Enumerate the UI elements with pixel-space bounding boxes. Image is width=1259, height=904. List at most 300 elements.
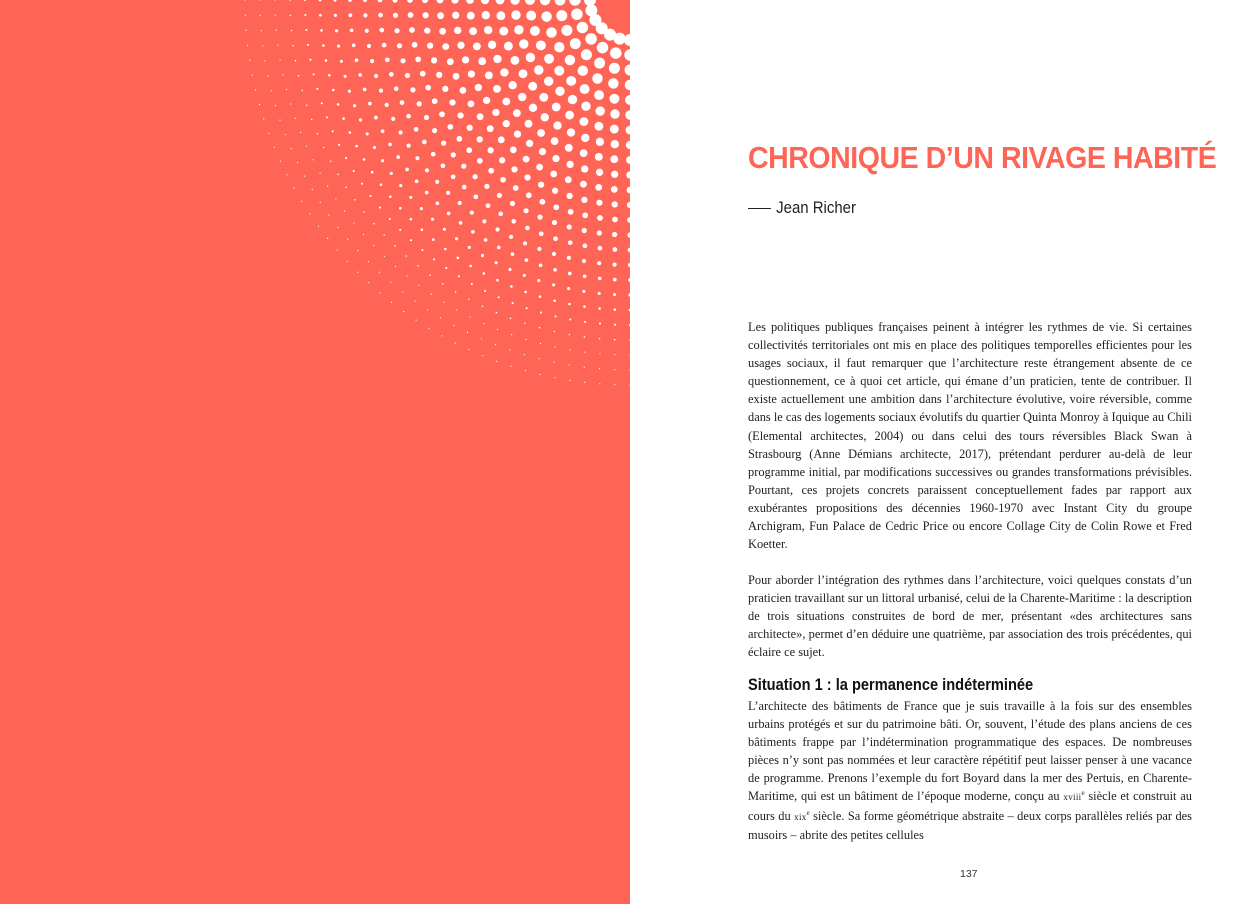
- author-name: Jean Richer: [776, 198, 856, 217]
- halftone-dot: [368, 102, 372, 106]
- halftone-dot: [382, 43, 387, 48]
- halftone-dot: [394, 28, 399, 33]
- halftone-dot: [320, 173, 321, 174]
- halftone-dot: [416, 320, 417, 321]
- halftone-dot: [443, 302, 444, 303]
- halftone-dot: [264, 60, 265, 61]
- halftone-dot: [511, 252, 515, 256]
- halftone-dot: [406, 255, 408, 257]
- halftone-dot: [335, 198, 336, 199]
- halftone-dot: [414, 301, 415, 302]
- halftone-dot: [409, 196, 412, 199]
- halftone-dot: [302, 90, 304, 92]
- halftone-dot: [425, 168, 429, 172]
- halftone-dot: [436, 72, 442, 78]
- halftone-dot: [598, 246, 603, 251]
- halftone-dot: [553, 268, 557, 272]
- halftone-dot: [495, 227, 499, 231]
- halftone-dot: [466, 147, 472, 153]
- halftone-dot: [379, 28, 384, 33]
- halftone-dot: [579, 117, 588, 126]
- halftone-dot: [408, 12, 414, 18]
- halftone-dot: [260, 15, 261, 16]
- halftone-dot: [246, 30, 247, 31]
- halftone-dot: [431, 152, 436, 157]
- halftone-dot: [496, 0, 505, 4]
- halftone-dot: [580, 149, 588, 157]
- halftone-dot: [540, 374, 541, 375]
- halftone-dot: [597, 42, 608, 53]
- halftone-dot: [583, 274, 587, 278]
- halftone-dot: [337, 45, 340, 48]
- halftone-dot: [570, 38, 581, 49]
- halftone-dot: [379, 89, 383, 93]
- article-title: CHRONIQUE D’UN RIVAGE HABITÉ: [748, 140, 1217, 175]
- halftone-dot: [425, 191, 429, 195]
- halftone-dot: [510, 147, 517, 154]
- halftone-dot: [442, 86, 448, 92]
- halftone-dot: [457, 42, 464, 49]
- halftone-dot: [524, 174, 530, 180]
- halftone-dot: [363, 211, 365, 213]
- halftone-dot: [381, 129, 385, 133]
- halftone-dot: [462, 56, 469, 63]
- halftone-dot: [495, 261, 498, 264]
- halftone-dot: [332, 89, 335, 92]
- halftone-dot: [526, 53, 535, 62]
- halftone-dot: [594, 90, 604, 100]
- halftone-dot: [363, 0, 367, 2]
- halftone-dot: [247, 45, 248, 46]
- halftone-dot: [553, 121, 561, 129]
- halftone-dot: [388, 143, 392, 147]
- halftone-dot: [374, 74, 378, 78]
- halftone-dot: [611, 140, 619, 148]
- halftone-dot: [613, 263, 617, 267]
- halftone-dot: [442, 43, 449, 50]
- halftone-dot: [389, 218, 391, 220]
- halftone-dot: [609, 94, 619, 104]
- halftone-dot: [568, 95, 577, 104]
- halftone-dot: [473, 42, 481, 50]
- halftone-dot: [363, 234, 364, 235]
- halftone-dot: [405, 73, 410, 78]
- halftone-dot: [584, 352, 585, 353]
- halftone-dot: [370, 195, 372, 197]
- halftone-dot: [499, 27, 508, 36]
- halftone-dot: [320, 202, 321, 203]
- halftone-dot: [592, 73, 602, 83]
- halftone-dot: [493, 55, 501, 63]
- halftone-dot: [397, 43, 402, 48]
- halftone-dot: [555, 315, 557, 317]
- halftone-dot: [350, 28, 354, 32]
- author-dash: [748, 208, 771, 209]
- halftone-dot: [447, 124, 453, 130]
- halftone-dot: [409, 27, 415, 33]
- halftone-dot: [276, 30, 277, 31]
- halftone-dot: [510, 201, 515, 206]
- halftone-dot: [569, 349, 570, 350]
- halftone-dot: [584, 321, 586, 323]
- halftone-dot: [477, 158, 483, 164]
- halftone-dot: [385, 57, 390, 62]
- halftone-dot: [410, 87, 415, 92]
- halftone-dot: [537, 214, 542, 219]
- halftone-dot: [540, 0, 550, 5]
- halftone-dot: [447, 212, 451, 216]
- halftone-dot: [455, 291, 457, 293]
- halftone-dot: [441, 335, 442, 336]
- halftone-dot: [421, 249, 423, 251]
- halftone-dot: [446, 191, 450, 195]
- halftone-dot: [541, 11, 551, 21]
- halftone-dot: [312, 189, 313, 190]
- halftone-dot: [581, 197, 587, 203]
- halftone-dot: [452, 12, 459, 19]
- halftone-dot: [609, 63, 620, 74]
- section-text-part-2: siècle et construit au cours du: [748, 789, 1192, 823]
- halftone-dot: [554, 66, 564, 76]
- halftone-dot: [581, 165, 588, 172]
- halftone-dot: [525, 226, 530, 231]
- halftone-dot: [569, 334, 571, 336]
- halftone-dot: [487, 147, 493, 153]
- halftone-dot: [432, 98, 438, 104]
- halftone-dot: [613, 278, 617, 282]
- halftone-dot: [503, 120, 510, 127]
- halftone-dot: [523, 156, 530, 163]
- halftone-dot: [481, 0, 489, 4]
- halftone-dot: [612, 217, 618, 223]
- halftone-dot: [565, 111, 574, 120]
- halftone-dot: [539, 263, 543, 267]
- halftone-dot: [585, 33, 596, 44]
- halftone-dot: [440, 317, 441, 318]
- halftone-dot: [347, 239, 348, 240]
- halftone-dot: [511, 10, 520, 19]
- halftone-dot: [555, 87, 564, 96]
- halftone-dot: [569, 380, 570, 381]
- halftone-dot: [394, 245, 396, 247]
- halftone-dot: [539, 295, 542, 298]
- halftone-dot: [537, 129, 545, 137]
- halftone-dot: [453, 325, 454, 326]
- halftone-dot: [525, 120, 533, 128]
- halftone-dot: [483, 272, 486, 275]
- halftone-dot: [396, 155, 400, 159]
- halftone-dot: [553, 204, 559, 210]
- halftone-dot: [500, 68, 508, 76]
- halftone-dot: [359, 118, 362, 121]
- century-19: xix: [794, 811, 807, 822]
- halftone-dot: [580, 181, 587, 188]
- halftone-dot: [439, 111, 445, 117]
- halftone-dot: [613, 293, 616, 296]
- halftone-dot: [582, 290, 585, 293]
- halftone-dot: [418, 285, 419, 286]
- halftone-dot: [340, 60, 343, 63]
- halftone-dot: [536, 40, 546, 50]
- halftone-dot: [539, 327, 541, 329]
- halftone-dot: [473, 194, 478, 199]
- halftone-dot: [484, 290, 486, 292]
- halftone-dot: [392, 0, 397, 3]
- halftone-dot: [352, 43, 356, 47]
- halftone-dot: [309, 59, 311, 61]
- halftone-dot: [469, 265, 472, 268]
- halftone-dot: [410, 239, 412, 241]
- halftone-dot: [525, 0, 535, 5]
- halftone-dot: [444, 248, 447, 251]
- halftone-dot: [567, 224, 572, 229]
- halftone-dot: [374, 116, 378, 120]
- halftone-dot: [510, 0, 519, 5]
- halftone-dot: [403, 311, 404, 312]
- halftone-dot: [327, 238, 328, 239]
- halftone-dot: [484, 238, 488, 242]
- halftone-dot: [510, 56, 519, 65]
- halftone-dot: [500, 177, 506, 183]
- halftone-dot: [471, 283, 473, 285]
- halftone-dot: [481, 254, 484, 257]
- halftone-dot: [326, 116, 328, 118]
- halftone-dot: [539, 231, 544, 236]
- halftone-dot: [578, 65, 588, 75]
- halftone-dot: [553, 299, 556, 302]
- halftone-dot: [567, 128, 575, 136]
- halftone-dot: [421, 228, 424, 231]
- halftone-dot: [373, 245, 374, 246]
- halftone-dot: [612, 232, 617, 237]
- halftone-dot: [338, 144, 340, 146]
- halftone-dot: [309, 213, 310, 214]
- halftone-dot: [259, 0, 260, 1]
- halftone-dot: [399, 184, 402, 187]
- halftone-dot: [538, 182, 544, 188]
- halftone-dot: [449, 99, 455, 105]
- halftone-dot: [383, 234, 385, 236]
- halftone-dot: [568, 240, 573, 245]
- halftone-dot: [596, 138, 604, 146]
- halftone-dot: [596, 106, 605, 115]
- halftone-dot: [597, 215, 603, 221]
- halftone-dot: [285, 134, 286, 135]
- halftone-dot: [514, 130, 521, 137]
- halftone-dot: [406, 114, 411, 119]
- halftone-dot: [311, 119, 313, 121]
- halftone-dot: [252, 75, 253, 76]
- halftone-dot: [332, 130, 334, 132]
- halftone-dot: [498, 296, 500, 298]
- halftone-dot: [523, 241, 527, 245]
- halftone-dot: [539, 358, 540, 359]
- halftone-dot: [525, 258, 529, 262]
- halftone-dot: [482, 219, 486, 223]
- halftone-dot: [614, 339, 616, 341]
- halftone-dot: [313, 73, 315, 75]
- halftone-dot: [461, 164, 466, 169]
- halftone-dot: [358, 73, 362, 77]
- halftone-dot: [482, 355, 483, 356]
- halftone-dot: [436, 201, 440, 205]
- halftone-dot: [571, 8, 582, 19]
- halftone-dot: [259, 104, 260, 105]
- halftone-dot: [394, 86, 399, 91]
- halftone-dot: [568, 209, 574, 215]
- halftone-dot: [456, 136, 462, 142]
- halftone-dot: [541, 113, 549, 121]
- halftone-dot: [443, 228, 446, 231]
- halftone-dot: [555, 0, 566, 5]
- halftone-dot: [391, 302, 392, 303]
- halftone-dot: [596, 200, 602, 206]
- halftone-dot: [582, 213, 588, 219]
- intro-paragraph-1: Les politiques publiques françaises peinent à intégrer les rythmes de vie. Si certaines collectivités territoriales ont mis en place des politiques temporelles efficientes pour les usages sociaux, il faut remarquer que l’architecture reste étrangement absente de ce questionnement, ce à quoi cet article, qui émane d’un praticien, tente de contribuer. Il existe actuellement une ambition dans l’architecture évolutive, voire réversible, comme dans le cas des logements sociaux évolutifs du quartier Quinta Monroy à Iquique au Chili (Elemental architectes, 2004) ou dans celui des tours réversibles Black Swan à Strasbourg (Anne Démians architecte, 2017), prétendant perdurer au-delà de leur programme initial, par modifications successives ou grandes transformations prévisibles. Pourtant, ces projets concrets paraissent conceptuellement fades par rapport aux exubérantes propositions des décennies 1960-1970 avec Instant City du groupe Archigram, Fun Palace de Cedric Price ou encore Collage City de Colin Rowe et Fred Koetter.: [748, 320, 1192, 552]
- halftone-dot: [611, 186, 618, 193]
- halftone-dot: [454, 27, 461, 34]
- halftone-dot: [363, 158, 366, 161]
- halftone-dot: [595, 184, 602, 191]
- halftone-dot: [523, 208, 528, 213]
- halftone-dot: [568, 272, 572, 276]
- halftone-dot: [483, 323, 484, 324]
- halftone-dot: [581, 134, 589, 142]
- halftone-dot: [581, 49, 592, 60]
- halftone-dot: [455, 237, 458, 240]
- halftone-dot: [337, 174, 339, 176]
- halftone-dot: [469, 27, 477, 35]
- halftone-dot: [552, 155, 559, 162]
- halftone-dot: [565, 55, 575, 65]
- halftone-dot: [317, 133, 319, 135]
- halftone-dot: [279, 120, 280, 121]
- halftone-dot: [468, 349, 469, 350]
- halftone-dot: [540, 199, 546, 205]
- halftone-dot: [519, 69, 528, 78]
- halftone-dot: [582, 259, 586, 263]
- halftone-dot: [432, 128, 437, 133]
- halftone-dot: [504, 42, 513, 51]
- halftone-dot: [553, 236, 558, 241]
- halftone-dot: [321, 102, 323, 104]
- century-19-suffix: e: [806, 808, 810, 817]
- halftone-dot: [568, 303, 571, 306]
- halftone-dot: [420, 71, 426, 77]
- halftone-dot: [523, 274, 526, 277]
- halftone-dot: [328, 74, 331, 77]
- halftone-dot: [415, 156, 419, 160]
- page-number: 137: [960, 868, 978, 880]
- halftone-dot: [537, 247, 541, 251]
- halftone-dot: [539, 148, 546, 155]
- halftone-dot: [597, 261, 601, 265]
- halftone-dot: [353, 222, 354, 223]
- halftone-dot: [511, 219, 516, 224]
- halftone-dot: [526, 11, 536, 21]
- halftone-dot: [566, 161, 573, 168]
- halftone-dot: [497, 193, 502, 198]
- halftone-dot: [455, 342, 456, 343]
- halftone-dot: [612, 201, 618, 207]
- halftone-dot: [422, 140, 427, 145]
- halftone-dot: [472, 174, 477, 179]
- halftone-dot: [379, 207, 381, 209]
- halftone-dot: [405, 168, 409, 172]
- halftone-dot: [598, 292, 601, 295]
- halftone-dot: [493, 85, 501, 93]
- halftone-dot: [431, 57, 437, 63]
- halftone-dot: [267, 75, 268, 76]
- halftone-dot: [363, 13, 367, 17]
- halftone-dot: [318, 226, 319, 227]
- halftone-dot: [390, 282, 391, 283]
- halftone-dot: [447, 58, 454, 65]
- halftone-dot: [453, 73, 460, 80]
- halftone-dot: [554, 42, 564, 52]
- halftone-dot: [395, 266, 396, 267]
- halftone-dot: [519, 39, 528, 48]
- article-page: [630, 0, 1259, 904]
- halftone-dot: [347, 261, 348, 262]
- halftone-dot: [422, 12, 428, 18]
- halftone-dot: [496, 361, 497, 362]
- halftone-dot: [262, 45, 263, 46]
- halftone-dot: [577, 22, 588, 33]
- halftone-dot: [524, 291, 527, 294]
- halftone-dot: [488, 168, 494, 174]
- halftone-dot: [378, 13, 383, 18]
- halftone-dot: [407, 144, 411, 148]
- halftone-dot: [514, 25, 523, 34]
- halftone-dot: [486, 203, 491, 208]
- halftone-dot: [282, 74, 283, 75]
- halftone-dot: [451, 152, 456, 157]
- halftone-dot: [556, 10, 567, 21]
- halftone-dot: [275, 15, 276, 16]
- halftone-dot: [552, 188, 558, 194]
- halftone-dot: [371, 171, 374, 174]
- halftone-dot: [530, 26, 540, 36]
- halftone-dot: [544, 54, 554, 64]
- halftone-dot: [322, 44, 325, 47]
- halftone-dot: [410, 218, 413, 221]
- halftone-dot: [304, 14, 306, 16]
- halftone-dot: [305, 29, 307, 31]
- halftone-dot: [290, 15, 292, 17]
- halftone-dot: [525, 339, 526, 340]
- halftone-dot: [599, 383, 600, 384]
- halftone-dot: [353, 170, 355, 172]
- halftone-dot: [611, 171, 618, 178]
- halftone-dot: [333, 0, 336, 2]
- halftone-dot: [467, 12, 475, 20]
- halftone-dot: [580, 84, 590, 94]
- halftone-dot: [613, 247, 618, 252]
- halftone-dot: [599, 323, 601, 325]
- halftone-dot: [365, 29, 369, 33]
- halftone-dot: [312, 159, 313, 160]
- halftone-dot: [349, 13, 353, 17]
- halftone-dot: [467, 125, 473, 131]
- halftone-dot: [555, 346, 556, 347]
- century-18-suffix: e: [1081, 789, 1085, 798]
- halftone-dot: [271, 90, 272, 91]
- halftone-dot: [525, 370, 526, 371]
- halftone-dot: [344, 75, 347, 78]
- halftone-dot: [467, 332, 468, 333]
- halftone-dot: [482, 306, 484, 308]
